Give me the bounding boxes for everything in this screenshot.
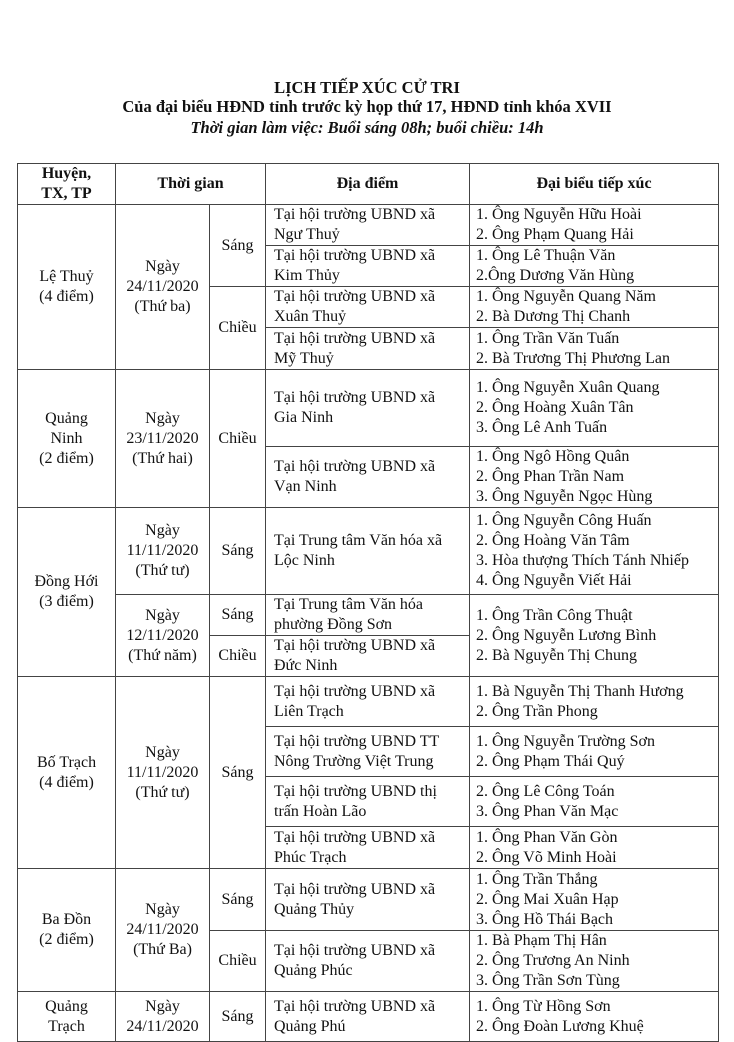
column-header-place: Địa điểm <box>266 164 470 205</box>
place-cell <box>266 246 470 287</box>
delegates-cell <box>470 447 719 508</box>
date-cell <box>116 508 210 595</box>
table-row <box>18 595 719 636</box>
place-cell <box>266 205 470 246</box>
cell-line: 1. Ông Từ Hồng Sơn <box>476 997 611 1015</box>
cell-line: 1. Ông Nguyễn Công Huấn <box>476 512 652 529</box>
table-row <box>18 370 719 447</box>
cell-line: 1. Ông Nguyễn Hữu Hoài <box>476 206 642 223</box>
cell-line: 1. Ông Nguyễn Quang Năm <box>476 288 656 305</box>
cell-line: Đồng Hới <box>34 573 99 590</box>
cell-line: Vạn Ninh <box>274 478 337 495</box>
column-header-district <box>18 164 116 205</box>
session-cell: Sáng <box>210 677 266 869</box>
cell-line: 3. Ông Phan Văn Mạc <box>476 802 619 820</box>
session-cell: Chiều <box>210 370 266 508</box>
cell-line: 24/11/2020 <box>126 278 199 295</box>
document-title: LỊCH TIẾP XÚC CỬ TRI <box>274 78 460 97</box>
cell-line: (Thứ tư) <box>135 562 190 579</box>
cell-line: Tại hội trường UBND thị <box>274 782 437 800</box>
cell-line: (Thứ ba) <box>134 298 191 315</box>
cell-line: (3 điểm) <box>39 593 94 610</box>
cell-line: Tại hội trường UBND xã <box>274 389 436 406</box>
cell-line: 2. Bà Trương Thị Phương Lan <box>476 349 670 367</box>
delegates-cell <box>470 370 719 447</box>
cell-line: Quảng Phú <box>274 1017 346 1035</box>
cell-line: 2. Ông Nguyễn Lương Bình <box>476 626 657 644</box>
cell-line: Tại hội trường UBND xã <box>274 329 436 347</box>
cell-line: 24/11/2020 <box>126 921 199 938</box>
cell-line: 2. Bà Dương Thị Chanh <box>476 308 631 325</box>
session-cell: Sáng <box>210 508 266 595</box>
cell-line: Bố Trạch <box>36 753 97 771</box>
cell-line: Ngày <box>145 997 180 1015</box>
cell-line: 2. Ông Trần Phong <box>476 702 598 720</box>
cell-line: (Thứ hai) <box>132 449 193 467</box>
cell-line: Ngư Thuỷ <box>274 226 340 243</box>
delegates-cell <box>470 595 719 677</box>
table-header-row <box>18 164 719 205</box>
cell-line: Phúc Trạch <box>274 848 347 866</box>
district-cell <box>18 508 116 677</box>
column-header-delegates: Đại biểu tiếp xúc <box>470 164 719 205</box>
place-cell <box>266 727 470 777</box>
cell-line: Đức Ninh <box>274 657 338 674</box>
delegates-cell <box>470 246 719 287</box>
delegates-cell <box>470 677 719 727</box>
schedule-table <box>17 163 719 1042</box>
cell-line: Xuân Thuỷ <box>274 308 347 325</box>
cell-line: 2. Ông Hoàng Văn Tâm <box>476 532 630 549</box>
column-header-time: Thời gian <box>116 164 266 205</box>
delegates-cell <box>470 827 719 869</box>
cell-line: Ngày <box>145 606 180 624</box>
cell-line: Tại hội trường UBND xã <box>274 828 436 846</box>
cell-line: Ninh <box>50 429 83 447</box>
cell-line: trấn Hoàn Lão <box>274 802 367 820</box>
cell-line: 2.Ông Dương Văn Hùng <box>476 267 635 284</box>
column-header-label: Huyện, TX, TP <box>41 165 92 202</box>
date-cell <box>116 595 210 677</box>
district-cell <box>18 370 116 508</box>
cell-line: 1. Ông Nguyễn Trường Sơn <box>476 732 655 750</box>
delegates-cell <box>470 508 719 595</box>
cell-line: 2. Ông Võ Minh Hoài <box>476 848 617 866</box>
cell-line: 2. Ông Phạm Thái Quý <box>476 752 625 770</box>
date-cell <box>116 370 210 508</box>
place-cell <box>266 595 470 636</box>
place-cell <box>266 636 470 677</box>
cell-line: (Thứ Ba) <box>133 941 192 958</box>
date-cell <box>116 869 210 992</box>
cell-line: phường Đồng Sơn <box>274 616 393 633</box>
session-cell: Sáng <box>210 992 266 1042</box>
cell-line: 1. Ông Nguyễn Xuân Quang <box>476 379 660 396</box>
cell-line: Trạch <box>48 1017 85 1035</box>
cell-line: Nông Trường Việt Trung <box>274 752 434 770</box>
cell-line: Tại hội trường UBND xã <box>274 458 436 475</box>
date-cell <box>116 205 210 370</box>
place-cell <box>266 447 470 508</box>
cell-line: Kim Thủy <box>274 267 340 284</box>
cell-line: 2. Ông Đoàn Lương Khuệ <box>476 1017 644 1035</box>
delegates-cell <box>470 869 719 931</box>
cell-line: 2. Ông Phạm Quang Hải <box>476 226 634 243</box>
table-row <box>18 205 719 246</box>
cell-line: 1. Bà Nguyễn Thị Thanh Hương <box>476 682 684 700</box>
cell-line: 1. Ông Phan Văn Gòn <box>476 828 618 846</box>
cell-line: 11/11/2020 <box>126 542 199 559</box>
cell-line: 2. Ông Trương An Ninh <box>476 952 630 969</box>
district-cell <box>18 677 116 869</box>
session-cell: Chiều <box>210 287 266 370</box>
cell-line: Tại Trung tâm Văn hóa xã <box>274 532 443 549</box>
cell-line: 1. Ông Trần Công Thuật <box>476 606 633 624</box>
place-cell <box>266 287 470 328</box>
place-cell <box>266 992 470 1042</box>
place-cell <box>266 931 470 992</box>
cell-line: Tại hội trường UBND xã <box>274 288 436 305</box>
cell-line: 3. Ông Hồ Thái Bạch <box>476 910 614 928</box>
cell-line: 3. Ông Trần Sơn Tùng <box>476 972 620 989</box>
cell-line: Lộc Ninh <box>274 552 335 569</box>
cell-line: Ngày <box>145 743 180 761</box>
cell-line: (4 điểm) <box>39 288 94 305</box>
session-cell: Sáng <box>210 205 266 287</box>
cell-line: Tại hội trường UBND xã <box>274 880 436 898</box>
cell-line: (2 điểm) <box>39 931 94 948</box>
district-cell <box>18 205 116 370</box>
session-cell: Sáng <box>210 869 266 931</box>
cell-line: 2. Ông Hoàng Xuân Tân <box>476 399 634 416</box>
district-cell <box>18 992 116 1042</box>
cell-line: Liên Trạch <box>274 702 344 720</box>
cell-line: Quảng Phúc <box>274 962 353 979</box>
cell-line: (2 điểm) <box>39 449 94 467</box>
cell-line: Ngày <box>145 522 180 539</box>
delegates-cell <box>470 992 719 1042</box>
cell-line: 1. Ông Lê Thuận Văn <box>476 247 616 264</box>
cell-line: Ngày <box>145 258 180 275</box>
place-cell <box>266 508 470 595</box>
place-cell <box>266 827 470 869</box>
cell-line: Tại Trung tâm Văn hóa <box>274 596 424 613</box>
cell-line: 2. Ông Phan Trần Nam <box>476 468 625 485</box>
place-cell <box>266 370 470 447</box>
session-cell: Chiều <box>210 636 266 677</box>
cell-line: 1. Ông Trần Thắng <box>476 870 598 888</box>
cell-line: 3. Ông Lê Anh Tuấn <box>476 419 608 436</box>
session-cell: Chiều <box>210 931 266 992</box>
cell-line: 24/11/2020 <box>126 1017 199 1035</box>
cell-line: 2. Ông Lê Công Toán <box>476 782 615 800</box>
cell-line: (4 điểm) <box>39 773 94 791</box>
cell-line: Gia Ninh <box>274 409 334 426</box>
cell-line: Ngày <box>145 901 180 918</box>
date-cell <box>116 992 210 1042</box>
date-cell <box>116 677 210 869</box>
table-row <box>18 508 719 595</box>
cell-line: 2. Ông Mai Xuân Hạp <box>476 890 619 908</box>
table-row <box>18 677 719 727</box>
cell-line: Ngày <box>145 409 180 427</box>
cell-line: 4. Ông Nguyễn Viết Hải <box>476 572 632 589</box>
cell-line: 3. Hòa thượng Thích Tánh Nhiếp <box>476 552 689 569</box>
document-subtitle: Của đại biểu HĐND tỉnh trước kỳ họp thứ 17, HĐND tỉnh khóa XVII <box>122 97 612 116</box>
cell-line: Lệ Thuỷ <box>39 268 94 285</box>
cell-line: Tại hội trường UBND xã <box>274 997 436 1015</box>
delegates-cell <box>470 727 719 777</box>
cell-line: Tại hội trường UBND TT <box>274 732 440 750</box>
cell-line: (Thứ tư) <box>135 783 190 801</box>
cell-line: Tại hội trường UBND xã <box>274 942 436 959</box>
cell-line: Quảng <box>45 997 88 1015</box>
cell-line: 23/11/2020 <box>126 429 199 447</box>
cell-line: 1. Ông Ngô Hồng Quân <box>476 448 630 465</box>
table-row <box>18 869 719 931</box>
table-row <box>18 992 719 1042</box>
cell-line: Tại hội trường UBND xã <box>274 206 436 223</box>
cell-line: Ba Đồn <box>41 911 92 928</box>
delegates-cell <box>470 328 719 370</box>
cell-line: 12/11/2020 <box>126 626 199 644</box>
place-cell <box>266 777 470 827</box>
place-cell <box>266 677 470 727</box>
place-cell <box>266 869 470 931</box>
delegates-cell <box>470 205 719 246</box>
cell-line: 1. Bà Phạm Thị Hân <box>476 932 607 949</box>
cell-line: 11/11/2020 <box>126 763 199 781</box>
cell-line: Tại hội trường UBND xã <box>274 637 436 654</box>
cell-line: Quảng <box>45 409 88 427</box>
delegates-cell <box>470 287 719 328</box>
working-time: Thời gian làm việc: Buổi sáng 08h; buổi chiều: 14h <box>190 118 544 137</box>
cell-line: Quảng Thủy <box>274 900 355 918</box>
session-cell: Sáng <box>210 595 266 636</box>
district-cell <box>18 869 116 992</box>
cell-line: (Thứ năm) <box>128 646 197 664</box>
delegates-cell <box>470 777 719 827</box>
cell-line: 2. Bà Nguyễn Thị Chung <box>476 646 638 664</box>
delegates-cell <box>470 931 719 992</box>
cell-line: 3. Ông Nguyễn Ngọc Hùng <box>476 488 653 505</box>
cell-line: Tại hội trường UBND xã <box>274 682 436 700</box>
cell-line: Mỹ Thuỷ <box>274 349 334 367</box>
place-cell <box>266 328 470 370</box>
cell-line: 1. Ông Trần Văn Tuấn <box>476 329 620 347</box>
cell-line: Tại hội trường UBND xã <box>274 247 436 264</box>
